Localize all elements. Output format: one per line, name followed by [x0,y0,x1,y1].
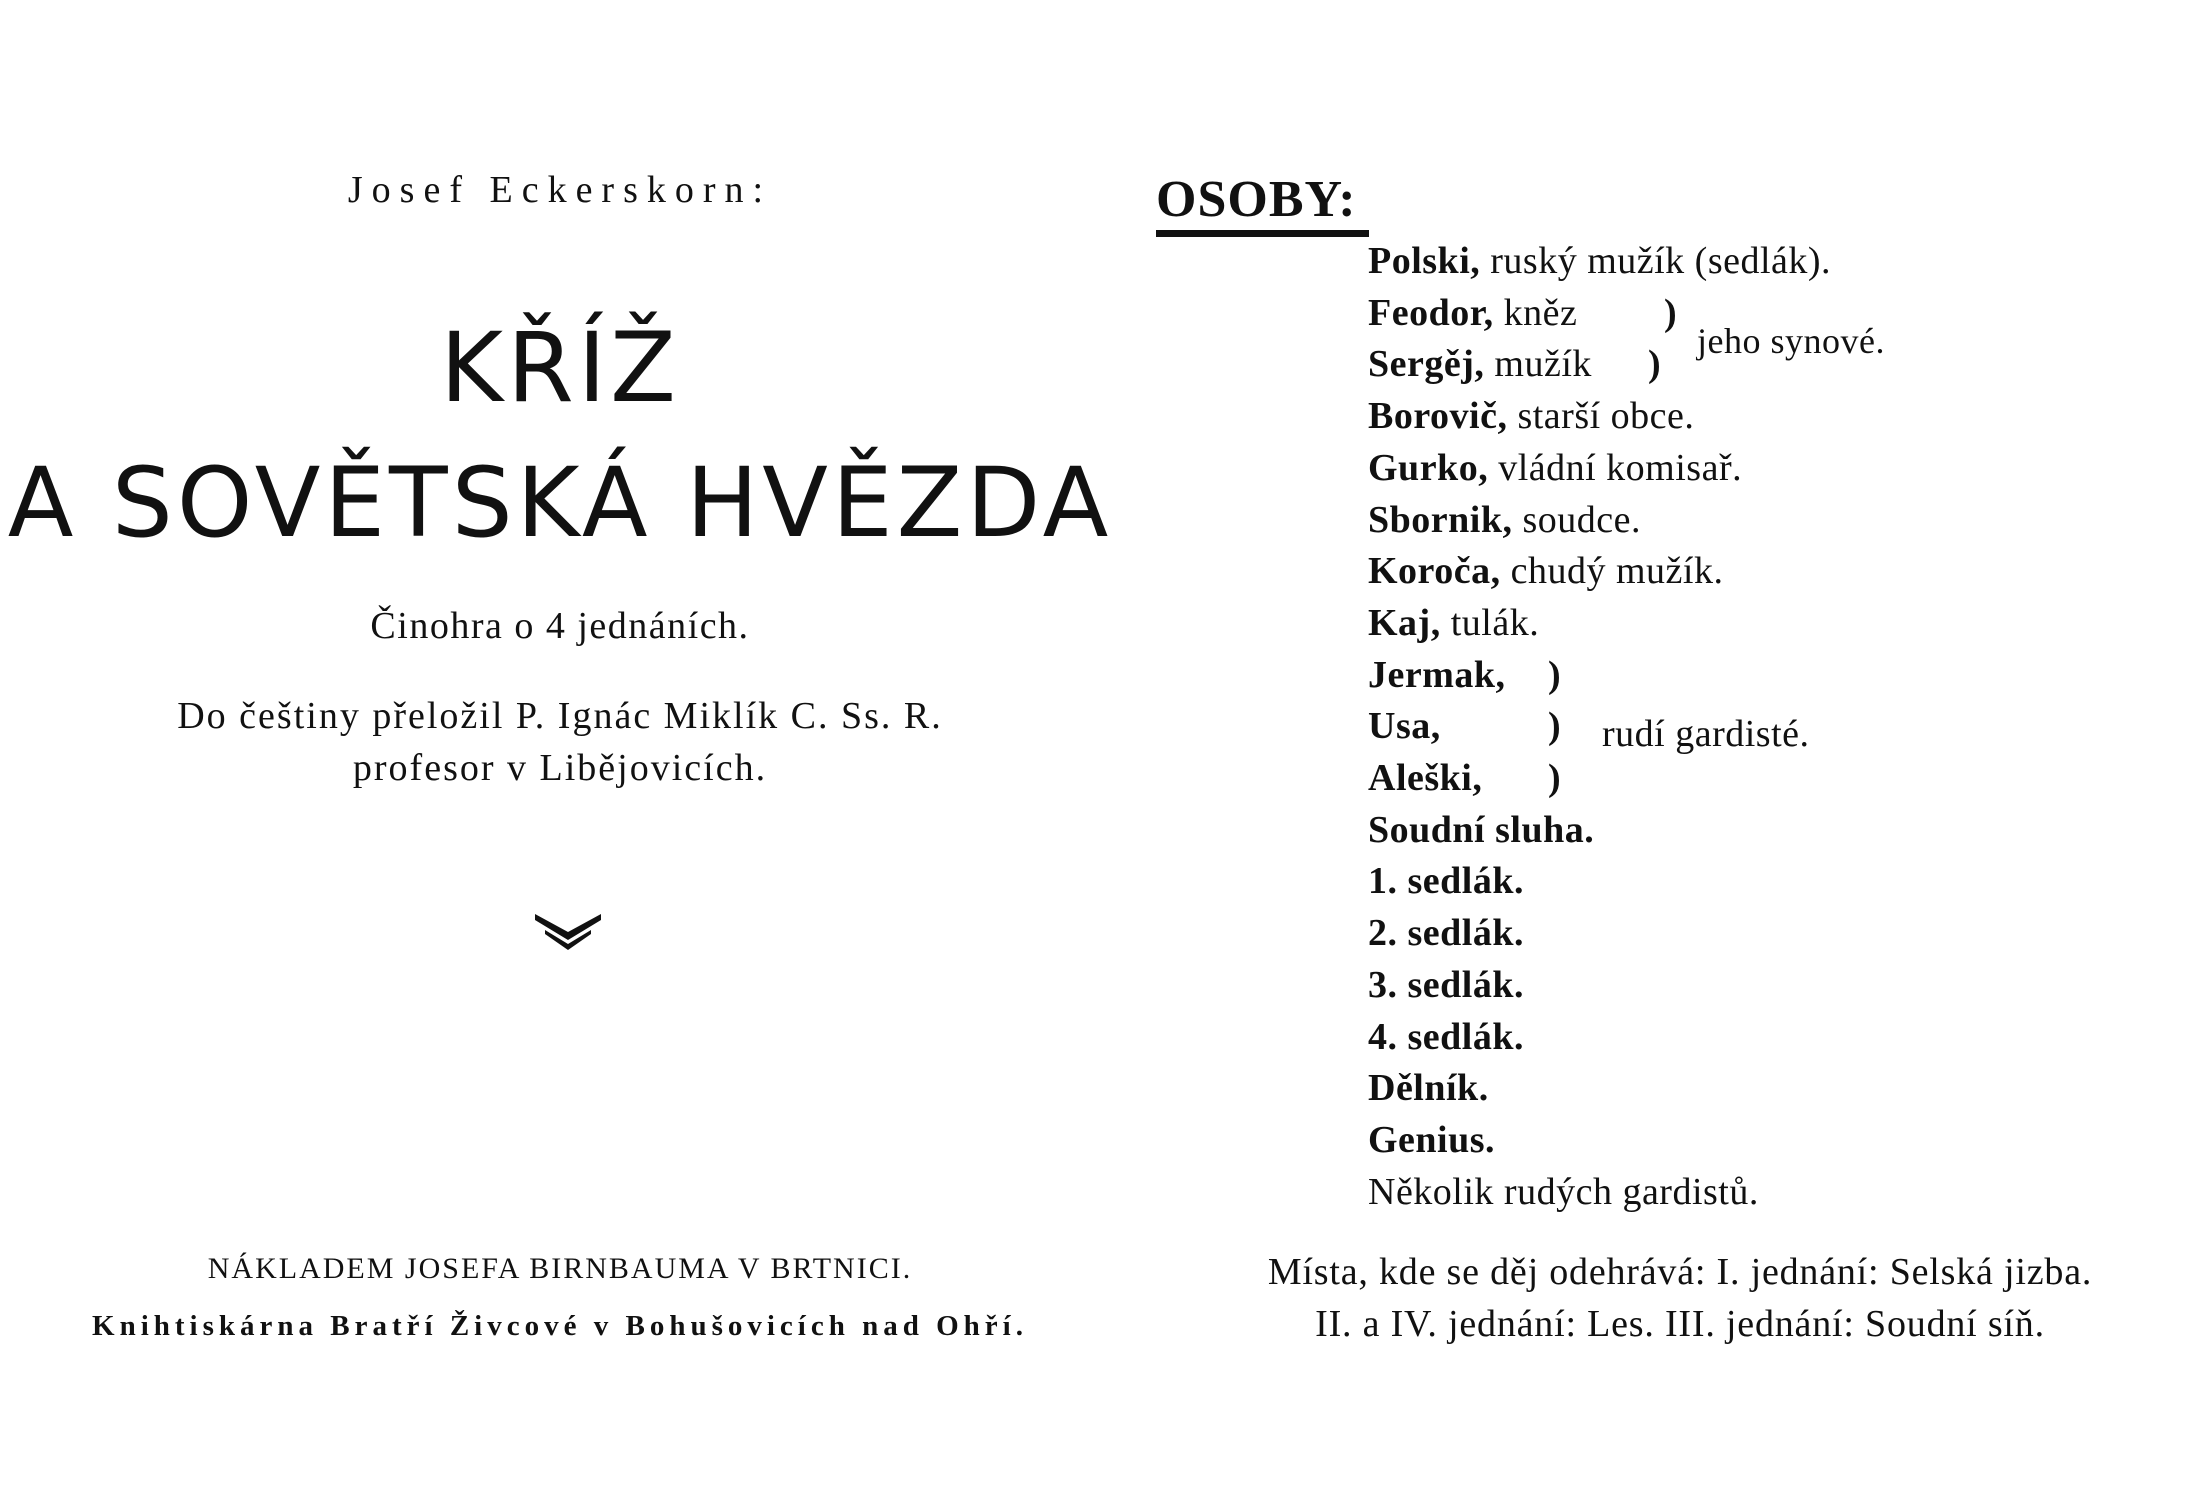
places-line-2: II. a IV. jednání: Les. III. jednání: Soudní síň. [1315,1303,2045,1345]
cast-row [1368,446,1743,489]
cast-bracket: ) [1664,291,1678,334]
cast-name: Polski, [1368,240,1481,282]
cast-bracket: ) [1548,653,1562,696]
cast-name: Borovič, [1368,395,1508,438]
cast-name: Aleški, [1368,757,1483,799]
cast-row [1368,1067,1489,1110]
author: Josef Eckerskorn: [347,169,773,211]
cast-row [1368,343,1592,386]
cast-name: Usa, [1368,705,1441,748]
cast-row [1368,808,1595,851]
heading-underline [1156,230,1369,237]
cast-row [1368,1170,1759,1213]
guards-note: rudí gardisté. [1602,713,1810,755]
cast-role: soudce. [1512,498,1641,541]
translator-line-1: Do češtiny přeložil P. Ignác Miklík C. Ss. R. [177,695,943,737]
title-line-2: A SOVĚTSKÁ HVĚZDA [7,447,1113,559]
places-line-1: Místa, kde se děj odehrává: I. jednání: Selská jizba. [1267,1251,2093,1293]
cast-bracket: ) [1648,343,1662,386]
cast-name: Dělník. [1368,1067,1489,1110]
title-line-1: KŘÍŽ [440,312,680,424]
cast-row [1368,860,1524,903]
cast-name: Koroča, [1368,550,1501,593]
sons-note: jeho synové. [1697,321,1885,361]
cast-heading: OSOBY: [1156,171,1357,228]
cast-row [1368,1015,1524,1058]
cast-role: kněz [1493,291,1578,334]
printer: Knihtiskárna Bratří Živcové v Bohušovicích nad Ohří. [92,1310,1028,1342]
cast-row [1368,242,1831,280]
cast-role: tulák. [1440,601,1540,644]
cast-row [1368,705,1441,748]
cast-name: Genius. [1368,1118,1496,1161]
cast-bracket: ) [1548,757,1562,799]
cast-name: 3. sedlák. [1368,963,1524,1006]
translator-line-2: profesor v Libějovicích. [352,747,768,789]
cast-row [1368,291,1578,334]
cast-name: Soudní sluha. [1368,808,1595,851]
cast-row [1368,759,1482,797]
cast-role: Několik rudých gardistů. [1368,1170,1759,1213]
cast-row [1368,601,1540,644]
cast-name: 1. sedlák. [1368,860,1524,903]
cast-row [1368,498,1641,541]
subtitle: Činohra o 4 jednáních. [370,605,750,647]
cast-role: vládní komisař. [1488,446,1743,489]
cast-name: Feodor, [1368,291,1494,334]
cast-bracket: ) [1548,705,1562,748]
ornament-chevron-icon [535,912,601,950]
cast-name: 2. sedlák. [1368,912,1524,955]
cast-name: Sergěj, [1368,343,1485,386]
cast-row [1368,1118,1496,1161]
cast-role: ruský mužík (sedlák). [1480,240,1832,282]
cast-role: mužík [1484,343,1592,386]
cast-row [1368,653,1506,696]
publisher: NÁKLADEM JOSEFA BIRNBAUMA V BRTNICI. [207,1252,913,1285]
cast-name: Gurko, [1368,446,1489,489]
cast-row [1368,912,1524,955]
cast-row [1368,395,1695,438]
cast-row [1368,550,1724,593]
cast-name: Jermak, [1368,653,1506,696]
cast-role: chudý mužík. [1500,550,1724,593]
cast-role: starší obce. [1507,395,1695,438]
cast-name: 4. sedlák. [1368,1015,1524,1058]
cast-name: Kaj, [1368,601,1441,644]
cast-row [1368,963,1524,1006]
cast-name: Sbornik, [1368,498,1513,541]
